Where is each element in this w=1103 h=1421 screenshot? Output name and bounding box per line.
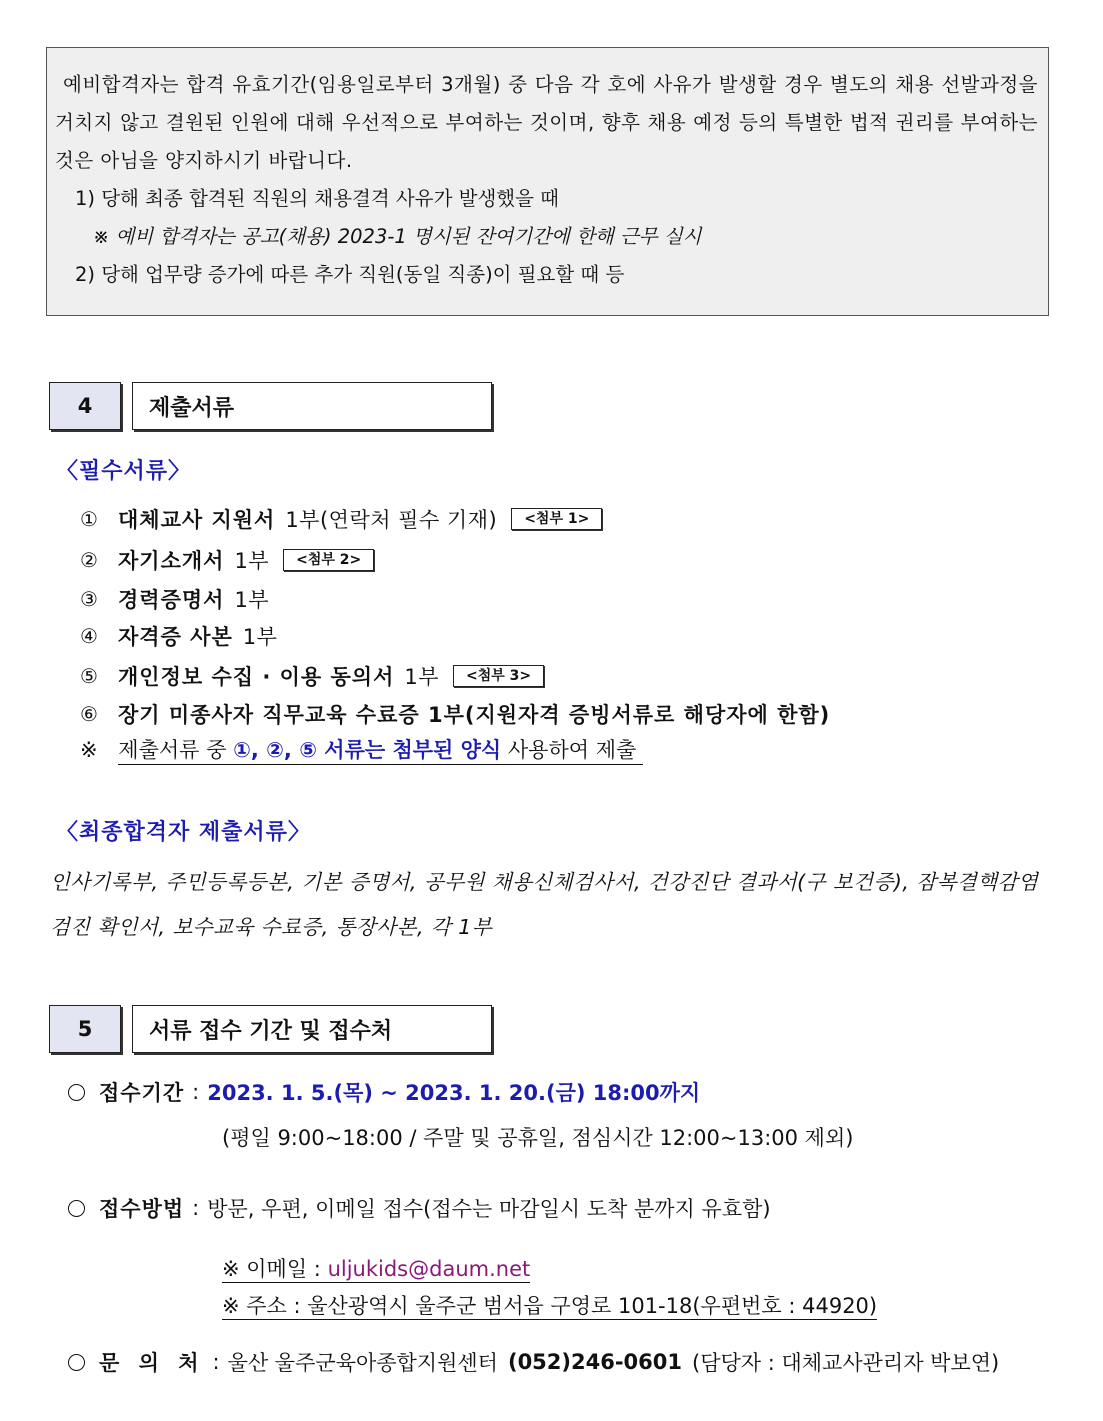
section-4-number: 4 — [49, 382, 121, 430]
colon: : — [192, 1080, 200, 1104]
doc-qty: 1부(연락처 필수 기재) — [285, 508, 498, 532]
circle-bullet-icon — [68, 1084, 85, 1101]
contact-phone: (052)246-0601 — [507, 1350, 682, 1374]
doc-num: ③ — [80, 587, 98, 611]
address-line — [222, 1290, 877, 1320]
doc-item-5 — [80, 660, 544, 692]
colon: : — [192, 1196, 200, 1220]
method-value: 방문, 우편, 이메일 접수(접수는 마감일시 도착 분까지 유효함) — [207, 1197, 771, 1221]
contact-label: 문 의 처 — [99, 1351, 205, 1375]
reference-highlight: ①, ②, ⑤ 서류는 첨부된 양식 — [233, 738, 502, 762]
final-docs-heading: 〈최종합격자 제출서류〉 — [56, 820, 311, 845]
attachment-tag: <첨부 2> — [283, 549, 374, 571]
doc-num: ② — [80, 548, 98, 572]
section-5-number: 5 — [49, 1005, 121, 1053]
notice-box — [46, 47, 1049, 316]
doc-item-6 — [80, 698, 830, 730]
period-value: 2023. 1. 5.(목) ~ 2023. 1. 20.(금) 18:00까지 — [207, 1081, 701, 1105]
final-docs-list: 인사기록부, 주민등록등본, 기본 증명서, 공무원 채용신체검사서, 건강진단 결과서(구 보건증), 잠복결핵감염 검진 확인서, 보수교육 수료증, 통장사본, 각 1부 — [50, 870, 1039, 939]
attachment-tag: <첨부 3> — [453, 665, 544, 687]
doc-qty: 1부 — [404, 665, 440, 689]
circle-bullet-icon — [68, 1200, 85, 1217]
section-4-title: 제출서류 — [132, 382, 492, 430]
doc-num: ④ — [80, 624, 98, 648]
required-docs-heading: 〈필수서류〉 — [56, 459, 192, 484]
doc-name: 장기 미종사자 직무교육 수료증 1부(지원자격 증빙서류로 해당자에 한함) — [118, 703, 831, 727]
email-text: ※ 이메일 : uljukids@daum.net — [222, 1257, 531, 1281]
period-row — [68, 1077, 700, 1107]
address-text: ※ 주소 : 울산광역시 울주군 범서읍 구영로 101-18(우편번호 : 44920) — [222, 1294, 878, 1318]
doc-item-1 — [80, 503, 602, 535]
doc-num: ① — [80, 507, 98, 531]
doc-num: ⑤ — [80, 664, 98, 688]
period-label: 접수기간 — [99, 1081, 185, 1105]
reference-mark: ※ — [80, 738, 98, 762]
notice-item-1: 1) 당해 최종 합격된 직원의 채용결격 사유가 발생했을 때 — [75, 187, 560, 210]
notice-paragraph: 예비합격자는 합격 유효기간(임용일로부터 3개월) 중 다음 각 호에 사유가 발생할 경우 별도의 채용 선발과정을 거치지 않고 결원된 인원에 대해 우선적으로 부여하는 것이며, 향후 채용 예정 등의 특별한 법적 권리를 부여하는 것은 아님을 양지하시기 바랍니다. — [55, 73, 1038, 172]
doc-item-3 — [80, 583, 269, 615]
contact-row — [68, 1347, 999, 1377]
notice-item-2: 2) 당해 업무량 증가에 따른 추가 직원(동일 직종)이 필요할 때 등 — [75, 263, 625, 286]
email-line — [222, 1253, 530, 1283]
contact-org: 울산 울주군육아종합지원센터 — [227, 1351, 498, 1375]
colon: : — [212, 1350, 220, 1374]
doc-name: 경력증명서 — [118, 588, 225, 612]
method-label: 접수방법 — [99, 1197, 185, 1221]
doc-name: 개인정보 수집 · 이용 동의서 — [118, 665, 395, 689]
contact-person: (담당자 : 대체교사관리자 박보연) — [692, 1351, 1000, 1375]
reference-text: 제출서류 중 ①, ②, ⑤ 서류는 첨부된 양식 사용하여 제출 — [118, 738, 643, 765]
section-5-title: 서류 접수 기간 및 접수처 — [132, 1005, 492, 1053]
doc-qty: 1부 — [234, 549, 270, 573]
doc-item-4 — [80, 620, 277, 652]
doc-num: ⑥ — [80, 702, 98, 726]
doc-name: 자기소개서 — [118, 549, 225, 573]
circle-bullet-icon — [68, 1354, 85, 1371]
email-link[interactable]: uljukids@daum.net — [327, 1257, 531, 1281]
required-docs-reference — [80, 734, 643, 764]
period-note: (평일 9:00~18:00 / 주말 및 공휴일, 점심시간 12:00~13:00 제외) — [222, 1126, 854, 1150]
attachment-tag: <첨부 1> — [511, 508, 602, 530]
notice-note: ※ 예비 합격자는 공고(채용) 2023-1 명시된 잔여기간에 한해 근무 실시 — [93, 225, 702, 248]
doc-qty: 1부 — [234, 588, 270, 612]
doc-qty: 1부 — [242, 625, 278, 649]
method-row — [68, 1193, 771, 1223]
doc-item-2 — [80, 544, 374, 576]
doc-name: 자격증 사본 — [118, 625, 233, 649]
doc-name: 대체교사 지원서 — [118, 508, 276, 532]
